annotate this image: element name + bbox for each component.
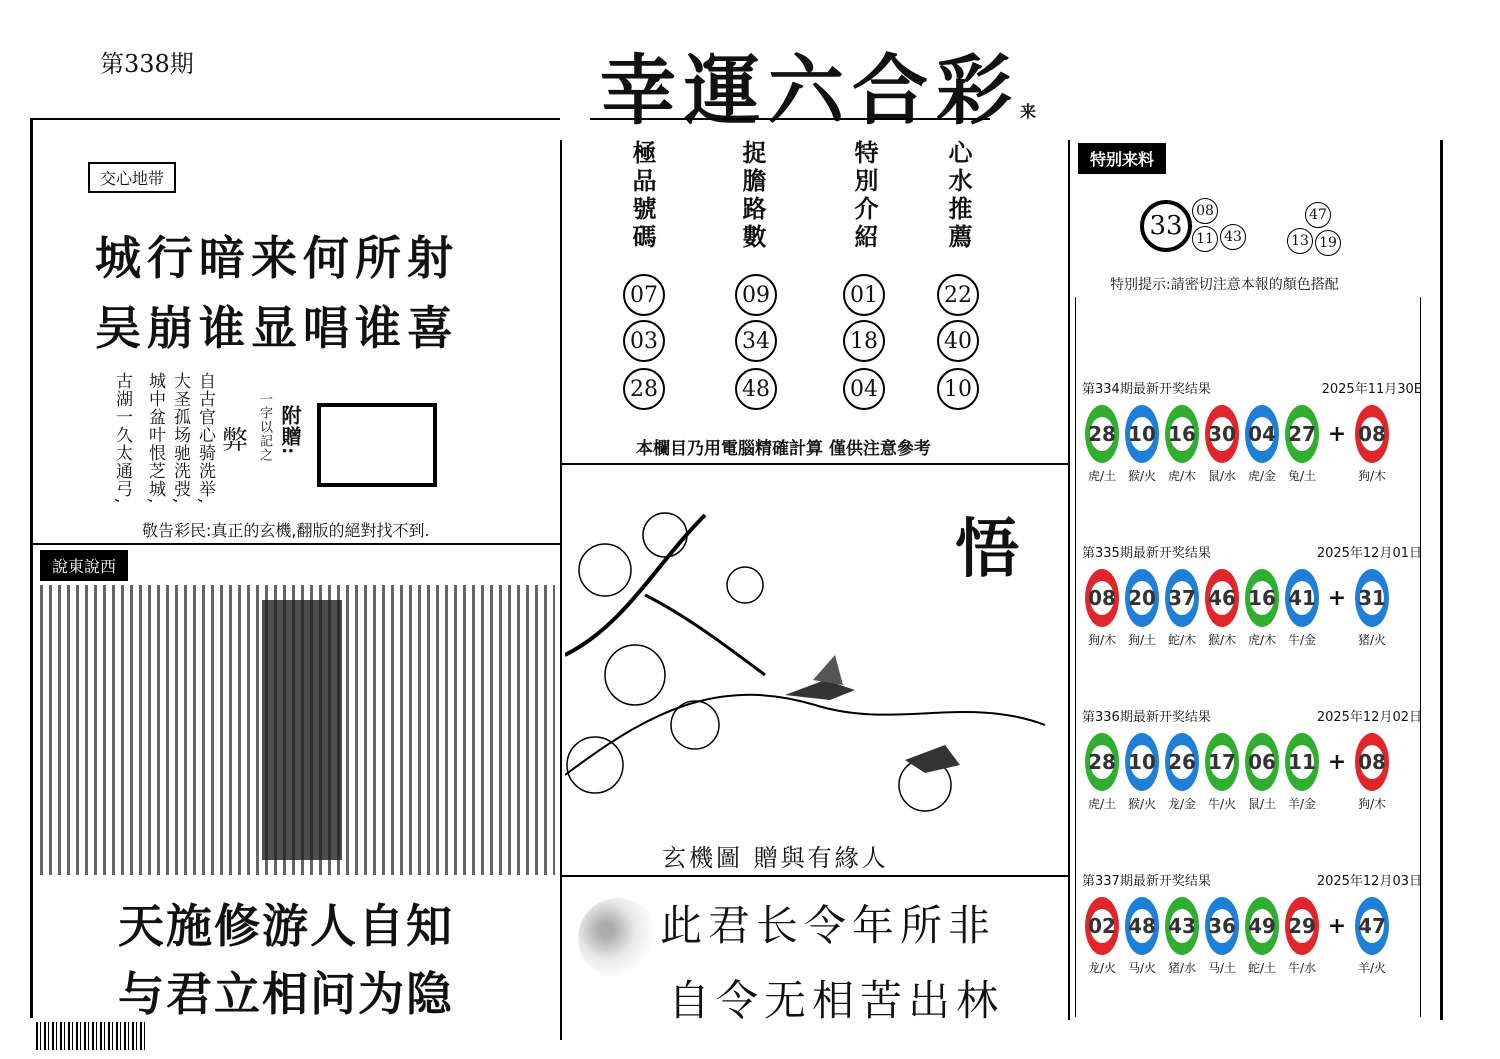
ball-number: 08 (1360, 745, 1384, 779)
zodiac-label: 羊/火 (1357, 961, 1387, 975)
small-num-2a: 47 (1305, 202, 1331, 228)
bottom-poem-line-1: 天施修游人自知 (118, 899, 454, 953)
draw-header (1082, 378, 1422, 397)
num-c1-3: 28 (623, 368, 665, 410)
draw-date: 2025年12月03日 (1316, 874, 1422, 889)
draw-header (1082, 542, 1422, 561)
top-border-left (30, 118, 560, 120)
ball-number: 49 (1250, 909, 1274, 943)
col-2-head: 捉膽路數 (738, 140, 767, 252)
ball-number: 04 (1250, 417, 1274, 451)
zodiac-label: 猪/水 (1167, 961, 1197, 975)
verse-col-4: 古湖一久太通弓, (112, 372, 132, 505)
zodiac-label: 猪/火 (1357, 633, 1387, 647)
ball-number: 20 (1130, 581, 1154, 615)
special-ball (1355, 733, 1389, 791)
draw-block (1082, 870, 1422, 1030)
plus-sign: + (1327, 421, 1347, 447)
ball-number: 48 (1130, 909, 1154, 943)
noisy-dark-block (262, 600, 342, 860)
ball-number: 28 (1090, 745, 1114, 779)
enlightenment-char: 悟 (955, 512, 1019, 587)
zodiac-label: 猴/火 (1127, 797, 1157, 811)
num-c2-2: 34 (735, 320, 777, 362)
small-num-2c: 19 (1315, 230, 1341, 256)
poem-line-1: 城行暗来何所射 (95, 231, 459, 285)
plus-sign: + (1327, 585, 1347, 611)
draw-date: 2025年11月30E (1321, 382, 1422, 397)
zodiac-label: 牛/水 (1287, 961, 1317, 975)
zodiac-label: 兔/土 (1287, 469, 1317, 483)
zodiac-label: 狗/土 (1127, 633, 1157, 647)
lottery-ball (1205, 405, 1239, 463)
zodiac-label: 虎/木 (1247, 633, 1277, 647)
num-c3-3: 04 (843, 368, 885, 410)
verse-col-1: 自古官心骑洗举, (195, 372, 215, 505)
col-3 (847, 140, 882, 260)
draw-block (1082, 706, 1422, 866)
warning-text: 敬告彩民:真正的玄機,翻版的絕對找不到. (142, 521, 430, 540)
ball-number: 16 (1250, 581, 1274, 615)
big-special-num (1140, 200, 1192, 252)
ball-number: 29 (1290, 909, 1314, 943)
ball-number: 11 (1290, 745, 1314, 779)
zodiac-label: 猴/木 (1207, 633, 1237, 647)
lottery-ball (1085, 897, 1119, 955)
issue-number: 第338期 (100, 50, 194, 78)
num-c2-3: 48 (735, 368, 777, 410)
special-ball (1355, 405, 1389, 463)
col-4-head: 心水推薦 (944, 140, 973, 252)
num-c3-2: 18 (843, 320, 885, 362)
left-divider (33, 543, 560, 545)
center-poem-line-1: 此君长令年所非 (660, 901, 997, 950)
num-c4-3: 10 (937, 368, 979, 410)
zodiac-label: 牛/金 (1287, 633, 1317, 647)
ball-number: 31 (1360, 581, 1384, 615)
zodiac-label: 羊/金 (1287, 797, 1317, 811)
col-4 (941, 140, 976, 260)
right-border (1440, 140, 1443, 1020)
lottery-ball (1205, 897, 1239, 955)
zodiac-label: 马/土 (1207, 961, 1237, 975)
ball-number: 26 (1170, 745, 1194, 779)
title-text: 幸運六合彩 (600, 46, 1020, 135)
barcode (36, 1022, 146, 1050)
zodiac-row (1082, 959, 1422, 976)
bottom-poem-line-2: 与君立相问为隐 (118, 967, 454, 1021)
prediction-columns (595, 140, 1035, 430)
lottery-ball (1125, 733, 1159, 791)
lottery-ball (1205, 569, 1239, 627)
title-ornament (590, 118, 990, 132)
lottery-ball (1165, 569, 1199, 627)
ball-number: 47 (1360, 909, 1384, 943)
ball-number: 37 (1170, 581, 1194, 615)
section-tag-heart: 交心地带 (88, 162, 176, 193)
ball-row (1082, 405, 1422, 463)
ball-number: 17 (1210, 745, 1234, 779)
zodiac-label: 虎/土 (1087, 469, 1117, 483)
zodiac-label: 猴/火 (1127, 469, 1157, 483)
col-3-head: 特別介紹 (850, 140, 879, 252)
ball-number: 46 (1210, 581, 1234, 615)
ball-number: 06 (1250, 745, 1274, 779)
zodiac-label: 龙/金 (1167, 797, 1197, 811)
illustration-caption: 玄機圖 贈與有緣人 (662, 844, 889, 872)
zodiac-label: 鼠/土 (1247, 797, 1277, 811)
small-num-1c: 43 (1220, 224, 1246, 250)
zodiac-label: 狗/木 (1357, 469, 1387, 483)
lottery-ball (1285, 405, 1319, 463)
lottery-ball (1085, 733, 1119, 791)
ball-number: 02 (1090, 909, 1114, 943)
ball-number: 43 (1170, 909, 1194, 943)
special-ball (1355, 897, 1389, 955)
special-ball (1355, 569, 1389, 627)
num-c4-1: 22 (937, 274, 979, 316)
lottery-ball (1285, 897, 1319, 955)
zodiac-label: 牛/火 (1207, 797, 1237, 811)
num-c4-2: 40 (937, 320, 979, 362)
plus-sign: + (1327, 749, 1347, 775)
yin-yang-icon (578, 898, 658, 978)
results-box (1075, 297, 1076, 1017)
lottery-ball (1125, 405, 1159, 463)
zodiac-label: 狗/木 (1357, 797, 1387, 811)
zodiac-label: 龙/火 (1087, 961, 1117, 975)
ball-number: 16 (1170, 417, 1194, 451)
zodiac-row (1082, 631, 1422, 648)
draw-date: 2025年12月01日 (1316, 546, 1422, 561)
center-divider-1 (562, 463, 1068, 465)
lottery-ball (1085, 569, 1119, 627)
verse-col-2: 大圣孤场驰洗弢, (170, 372, 190, 505)
col-1 (625, 140, 660, 260)
ball-number: 08 (1090, 581, 1114, 615)
ball-number: 27 (1290, 417, 1314, 451)
poem-line-2: 吴崩谁显唱谁喜 (95, 301, 459, 355)
col-2 (735, 140, 770, 260)
lottery-ball (1205, 733, 1239, 791)
col-1-head: 極品號碼 (628, 140, 657, 252)
num-c1-1: 07 (623, 274, 665, 316)
draw-title: 第334期最新开奖结果 (1082, 382, 1211, 397)
gift-answer-box (317, 403, 437, 487)
draw-title: 第336期最新开奖结果 (1082, 710, 1211, 725)
zodiac-label: 鼠/水 (1207, 469, 1237, 483)
ball-number: 08 (1360, 417, 1384, 451)
ball-number: 41 (1290, 581, 1314, 615)
center-right-divider (1068, 140, 1070, 1020)
zodiac-label: 蛇/木 (1167, 633, 1197, 647)
side-character: 弊 (222, 426, 249, 456)
lottery-ball (1285, 733, 1319, 791)
lottery-ball (1165, 405, 1199, 463)
lottery-ball (1085, 405, 1119, 463)
zodiac-label: 虎/土 (1087, 797, 1117, 811)
color-hint: 特別提示:請密切注意本報的顏色搭配 (1110, 277, 1339, 293)
lottery-ball (1245, 733, 1279, 791)
ball-number: 30 (1210, 417, 1234, 451)
ball-row (1082, 733, 1422, 791)
lottery-ball (1245, 405, 1279, 463)
draw-block (1082, 378, 1422, 538)
zodiac-row (1082, 467, 1422, 484)
center-poem-line-2: 自令无相苦出林 (668, 976, 1005, 1025)
zodiac-label: 狗/木 (1087, 633, 1117, 647)
draw-title: 第335期最新开奖结果 (1082, 546, 1211, 561)
num-c2-1: 09 (735, 274, 777, 316)
lottery-ball (1245, 569, 1279, 627)
zodiac-label: 马/火 (1127, 961, 1157, 975)
num-c1-2: 03 (623, 320, 665, 362)
section-tag-talk: 說東說西 (40, 550, 128, 581)
ball-number: 36 (1210, 909, 1234, 943)
section-tag-special: 特别来料 (1078, 143, 1166, 174)
zodiac-label: 虎/木 (1167, 469, 1197, 483)
center-left-divider (560, 140, 562, 1040)
lottery-ball (1165, 897, 1199, 955)
lottery-ball (1245, 897, 1279, 955)
left-border (30, 118, 33, 1018)
verse-col-3: 城中盆叶恨芝城, (145, 372, 165, 505)
draw-date: 2025年12月02日 (1316, 710, 1422, 725)
gift-small-text: 一字以記之 (257, 392, 272, 462)
zodiac-row (1082, 795, 1422, 812)
big-special-num-text: 33 (1149, 211, 1183, 241)
small-num-1a: 08 (1192, 198, 1218, 224)
zodiac-label: 蛇/土 (1247, 961, 1277, 975)
lottery-ball (1125, 569, 1159, 627)
ball-row (1082, 569, 1422, 627)
ball-number: 10 (1130, 417, 1154, 451)
center-divider-2 (562, 875, 1068, 877)
lottery-ball (1125, 897, 1159, 955)
draw-block (1082, 542, 1422, 702)
lottery-ball (1285, 569, 1319, 627)
lottery-ball (1165, 733, 1199, 791)
plus-sign: + (1327, 913, 1347, 939)
gift-label: 附贈: (278, 405, 302, 456)
small-num-2b: 13 (1287, 228, 1313, 254)
ball-number: 28 (1090, 417, 1114, 451)
ball-number: 10 (1130, 745, 1154, 779)
draw-header (1082, 870, 1422, 889)
num-c3-1: 01 (843, 274, 885, 316)
zodiac-label: 虎/金 (1247, 469, 1277, 483)
title-suffix: 来 (1020, 102, 1037, 121)
ball-row (1082, 897, 1422, 955)
small-num-1b: 11 (1192, 226, 1218, 252)
draw-header (1082, 706, 1422, 725)
calc-note: 本欄目乃用電腦精確計算 僅供注意參考 (636, 439, 931, 459)
draw-title: 第337期最新开奖结果 (1082, 874, 1211, 889)
